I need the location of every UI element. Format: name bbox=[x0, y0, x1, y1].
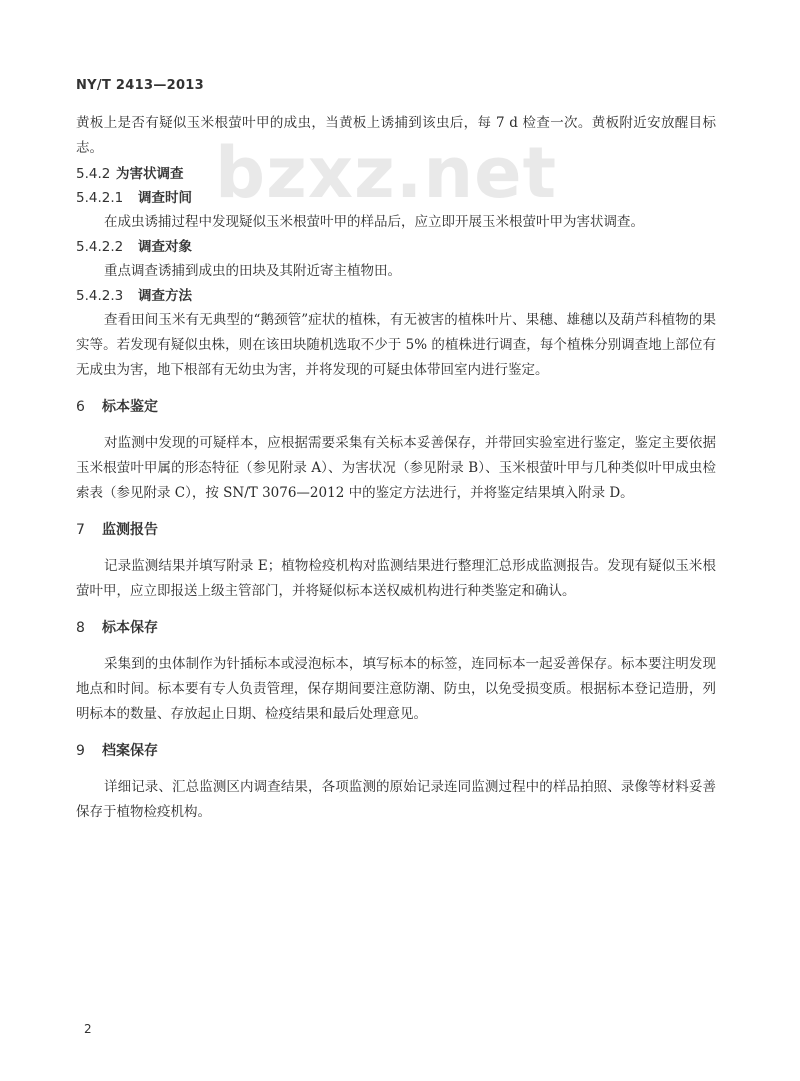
heading-number: 9 bbox=[76, 743, 85, 759]
heading-title: 档案保存 bbox=[102, 743, 158, 759]
heading-5-4-2-2 bbox=[76, 235, 716, 259]
heading-number: 8 bbox=[76, 620, 85, 636]
heading-7 bbox=[76, 518, 716, 542]
page-number: 2 bbox=[84, 1022, 92, 1036]
heading-5-4-2-3 bbox=[76, 284, 716, 308]
heading-6 bbox=[76, 395, 716, 419]
heading-9 bbox=[76, 739, 716, 763]
standard-code: NY/T 2413—2013 bbox=[76, 78, 204, 93]
heading-number: 5.4.2.3 bbox=[76, 288, 124, 304]
heading-number: 5.4.2 bbox=[76, 166, 111, 182]
heading-number: 5.4.2.2 bbox=[76, 239, 124, 255]
heading-5-4-2 bbox=[76, 162, 716, 186]
heading-title: 标本鉴定 bbox=[102, 399, 158, 415]
heading-5-4-2-1 bbox=[76, 186, 716, 210]
heading-title: 监测报告 bbox=[102, 522, 158, 538]
heading-title: 为害状调查 bbox=[116, 166, 184, 182]
heading-number: 5.4.2.1 bbox=[76, 190, 124, 206]
heading-title: 调查方法 bbox=[138, 288, 192, 304]
paragraph-intro: 黄板上是否有疑似玉米根萤叶甲的成虫，当黄板上诱捕到该虫后，每 7 d 检查一次。黄板附近安放醒目标志。 bbox=[76, 115, 716, 156]
paragraph-5-4-2-1: 在成虫诱捕过程中发现疑似玉米根萤叶甲的样品后，应立即开展玉米根萤叶甲为害状调查。 bbox=[104, 214, 644, 230]
watermark: bzxz.net bbox=[215, 132, 558, 214]
heading-title: 调查对象 bbox=[138, 239, 192, 255]
paragraph-6: 对监测中发现的可疑样本，应根据需要采集有关标本妥善保存，并带回实验室进行鉴定，鉴定主要依据玉米根萤叶甲属的形态特征（参见附录 A）、为害状况（参见附录 B）、玉米根萤叶甲与几种类似叶甲成虫检索表（参见附录 C），按 SN/T 3076—2012 中的鉴定方法进行，并将鉴定结果填入附录 D。 bbox=[76, 435, 716, 501]
heading-title: 标本保存 bbox=[102, 620, 158, 636]
paragraph-9: 详细记录、汇总监测区内调查结果，各项监测的原始记录连同监测过程中的样品拍照、录像等材料妥善保存于植物检疫机构。 bbox=[76, 779, 716, 820]
paragraph-5-4-2-3: 查看田间玉米有无典型的“鹅颈管”症状的植株，有无被害的植株叶片、果穗、雄穗以及葫芦科植物的果实等。若发现有疑似虫株，则在该田块随机选取不少于 5% 的植株进行调查，每个植株分别调查地上部位有无成虫为害，地下根部有无幼虫为害，并将发现的可疑虫体带回室内进行鉴定。 bbox=[76, 312, 716, 378]
paragraph-5-4-2-2: 重点调查诱捕到成虫的田块及其附近寄主植物田。 bbox=[104, 263, 401, 279]
document-body bbox=[76, 111, 716, 825]
heading-8 bbox=[76, 616, 716, 640]
heading-number: 7 bbox=[76, 522, 85, 538]
heading-number: 6 bbox=[76, 399, 85, 415]
heading-title: 调查时间 bbox=[138, 190, 192, 206]
paragraph-8: 采集到的虫体制作为针插标本或浸泡标本，填写标本的标签，连同标本一起妥善保存。标本要注明发现地点和时间。标本要有专人负责管理，保存期间要注意防潮、防虫，以免受损变质。根据标本登记造册，列明标本的数量、存放起止日期、检疫结果和最后处理意见。 bbox=[76, 656, 716, 722]
paragraph-7: 记录监测结果并填写附录 E；植物检疫机构对监测结果进行整理汇总形成监测报告。发现有疑似玉米根萤叶甲，应立即报送上级主管部门，并将疑似标本送权威机构进行种类鉴定和确认。 bbox=[76, 558, 716, 599]
